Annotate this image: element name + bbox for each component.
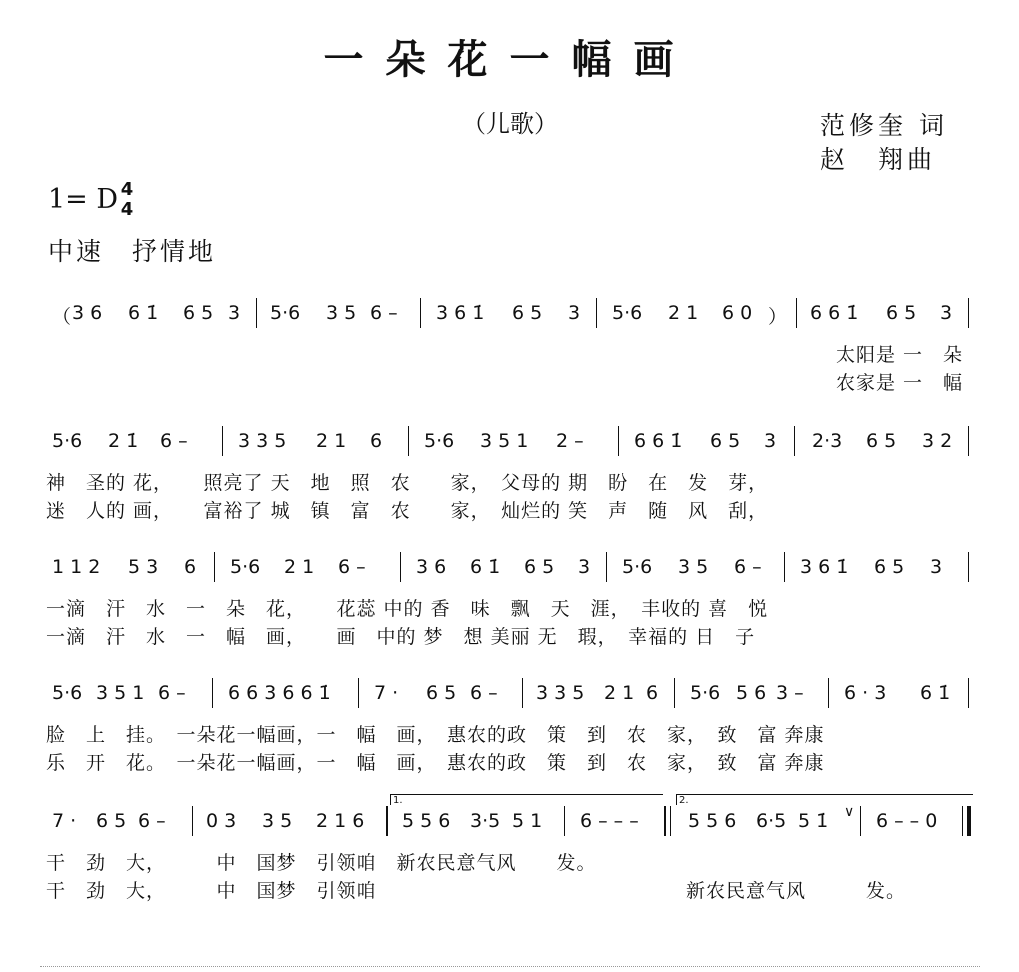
score-system-2	[0, 424, 1019, 542]
note-group: 6 1̇	[470, 556, 501, 578]
note-group: 3 2	[922, 430, 953, 452]
note-group: 6 –	[158, 682, 186, 704]
song-title: 一朵花一幅画	[323, 36, 696, 83]
song-subtitle: （儿歌）	[462, 110, 558, 138]
notation-line	[0, 296, 1019, 336]
lyrics-verse-2: 迷 人的 画， 富裕了 城 镇 富 农 家， 灿烂的 笑 声 随 风 刮，	[46, 500, 769, 522]
note-group: 6	[646, 682, 659, 704]
note-group: 3	[568, 302, 581, 324]
composer-credit: 赵 翔曲	[820, 145, 937, 174]
note-group: 3 5	[678, 556, 709, 578]
notation-line	[0, 795, 1019, 844]
bar-line	[214, 552, 215, 582]
note-group: 0 3	[206, 810, 237, 832]
lyrics-verse-2: 农家是 一 幅	[835, 372, 963, 394]
bar-line	[968, 678, 969, 708]
note-group: 3 6 1̇	[436, 302, 485, 324]
note-group: 6 0	[722, 302, 753, 324]
bar-line	[212, 678, 213, 708]
bar-line	[400, 552, 401, 582]
bar-line	[192, 806, 193, 836]
note-group: 6 –	[338, 556, 366, 578]
bar-line	[522, 678, 523, 708]
first-ending-bracket: 1.	[390, 794, 663, 805]
note-group: 6 –	[370, 302, 398, 324]
meter-top: 4	[120, 179, 134, 200]
note-group: 3 5 1	[480, 430, 529, 452]
bar-line	[256, 298, 257, 328]
bar-line	[606, 552, 607, 582]
note-group: 6 6 1̇	[634, 430, 683, 452]
bar-line	[408, 426, 409, 456]
bar-line	[794, 426, 795, 456]
meter-bottom: 4	[120, 199, 134, 220]
note-group: 6 –	[160, 430, 188, 452]
bar-line	[860, 806, 861, 836]
bar-line	[618, 426, 619, 456]
note-group: 2 1̇	[108, 430, 139, 452]
note-group: 5·6	[424, 430, 455, 452]
note-group: 2·3	[812, 430, 843, 452]
note-group: 6 5	[183, 302, 214, 324]
note-group: 3 –	[776, 682, 804, 704]
note-group: 5·6	[230, 556, 261, 578]
lyrics-verse-1: 脸 上 挂。 一朵花一幅画，一 幅 画， 惠农的政 策 到 农 家， 致 富 奔康	[46, 724, 825, 746]
score-system-5	[0, 795, 1019, 922]
note-group: 6 6 3 6 6 1̇	[228, 682, 331, 704]
lyrics-verse-1: 太阳是 一 朵	[835, 344, 963, 366]
note-group: 3 6	[72, 302, 103, 324]
note-group: 5 5 6	[688, 810, 737, 832]
note-group: 3·5	[470, 810, 501, 832]
key-signature: 1= D	[48, 184, 119, 215]
note-group: 5 1̇	[798, 810, 829, 832]
bar-line	[968, 552, 969, 582]
note-group: 2 1	[668, 302, 699, 324]
bar-line	[596, 298, 597, 328]
bar-line	[674, 678, 675, 708]
note-group: 6 5	[512, 302, 543, 324]
note-group: 6 5	[710, 430, 741, 452]
bar-line	[670, 806, 671, 836]
final-bar-line-thick	[967, 806, 971, 836]
bar-line	[564, 806, 565, 836]
note-group: 6 · 3	[844, 682, 887, 704]
bar-line	[828, 678, 829, 708]
note-group: 3 5 1	[96, 682, 145, 704]
note-group: 6 5	[96, 810, 127, 832]
lyricist-credit: 范修奎 词	[820, 111, 948, 140]
note-group: 7 ·	[52, 810, 77, 832]
note-group: 3 6 1̇	[800, 556, 849, 578]
bar-line	[222, 426, 223, 456]
bar-line	[784, 552, 785, 582]
lyrics-verse-2: 干 劲 大， 中 国梦 引领咱	[46, 880, 377, 902]
note-group: 5 5 6	[402, 810, 451, 832]
note-group: 6	[370, 430, 383, 452]
note-group: 7 ·	[374, 682, 399, 704]
repeat-bar-line	[664, 806, 666, 836]
bar-line	[358, 678, 359, 708]
note-group: 2 –	[556, 430, 584, 452]
note-group: 2 1	[316, 430, 347, 452]
bar-line	[968, 298, 969, 328]
notation-line	[0, 676, 1019, 716]
lyrics-verse-1: 神 圣的 花， 照亮了 天 地 照 农 家， 父母的 期 盼 在 发 芽，	[46, 472, 769, 494]
note-group: 6 1̇	[920, 682, 951, 704]
note-group: 3 6	[416, 556, 447, 578]
bar-line	[420, 298, 421, 328]
note-group: 5 6	[736, 682, 767, 704]
note-group: 6 5	[524, 556, 555, 578]
note-group: 1 1 2	[52, 556, 101, 578]
note-group: 3	[940, 302, 953, 324]
bar-line	[386, 806, 388, 836]
note-group: 6 6 1̇	[810, 302, 859, 324]
score-system-4	[0, 676, 1019, 794]
lyrics-verse-1: 一滴 汗 水 一 朵 花， 花蕊 中的 香 味 飘 天 涯， 丰收的 喜 悦	[46, 598, 769, 620]
note-group: 6 5	[426, 682, 457, 704]
note-group: 3	[578, 556, 591, 578]
second-ending-bracket: 2.	[676, 794, 973, 805]
note-group: 6 5	[874, 556, 905, 578]
lyrics-verse-2: 一滴 汗 水 一 幅 画， 画 中的 梦 想 美丽 无 瑕， 幸福的 日 子	[46, 626, 756, 648]
note-group: 2 1	[284, 556, 315, 578]
note-group: 6·5	[756, 810, 787, 832]
lyrics-verse-2-ending: 新农民意气风 发。	[686, 880, 907, 902]
note-group: 5·6	[622, 556, 653, 578]
note-group: 5·6	[690, 682, 721, 704]
note-group: 3	[930, 556, 943, 578]
note-group: （	[52, 306, 72, 328]
time-signature	[118, 180, 136, 220]
note-group: 5·6	[270, 302, 301, 324]
note-group: 6 –	[734, 556, 762, 578]
final-bar-line-thin	[962, 806, 963, 836]
page-bottom-edge	[40, 966, 980, 967]
lyrics-verse-2: 乐 开 花。 一朵花一幅画，一 幅 画， 惠农的政 策 到 农 家， 致 富 奔康	[46, 752, 825, 774]
score-system-1	[0, 296, 1019, 414]
note-group: 5 3	[128, 556, 159, 578]
note-group: 6 5	[866, 430, 897, 452]
note-group: 3 3 5	[238, 430, 287, 452]
note-group: 2 1 6	[316, 810, 365, 832]
tempo-marking: 中速 抒情地	[48, 237, 217, 266]
note-group: 5·6	[52, 682, 83, 704]
note-group: 6 – – –	[580, 810, 639, 832]
note-group: 3	[228, 302, 241, 324]
lyrics-verse-1: 干 劲 大， 中 国梦 引领咱 新农民意气风 发。	[46, 852, 597, 874]
note-group: 6	[184, 556, 197, 578]
bar-line	[796, 298, 797, 328]
note-group: 3 5	[326, 302, 357, 324]
note-group: 6 5	[886, 302, 917, 324]
note-group: 6 –	[470, 682, 498, 704]
note-group: 2 1	[604, 682, 635, 704]
note-group: 5·6	[612, 302, 643, 324]
breath-mark: ∨	[844, 804, 855, 820]
score-system-3	[0, 550, 1019, 668]
note-group: 3 5	[262, 810, 293, 832]
bar-line	[968, 426, 969, 456]
note-group: 6 –	[138, 810, 166, 832]
note-group: 3 3 5	[536, 682, 585, 704]
note-group: 6 1̇	[128, 302, 159, 324]
note-group: ）	[768, 306, 788, 328]
note-group: 5 1	[512, 810, 543, 832]
note-group: 3	[764, 430, 777, 452]
notation-line	[0, 550, 1019, 590]
notation-line	[0, 424, 1019, 464]
note-group: 5·6	[52, 430, 83, 452]
note-group: 6 – – 0	[876, 810, 938, 832]
